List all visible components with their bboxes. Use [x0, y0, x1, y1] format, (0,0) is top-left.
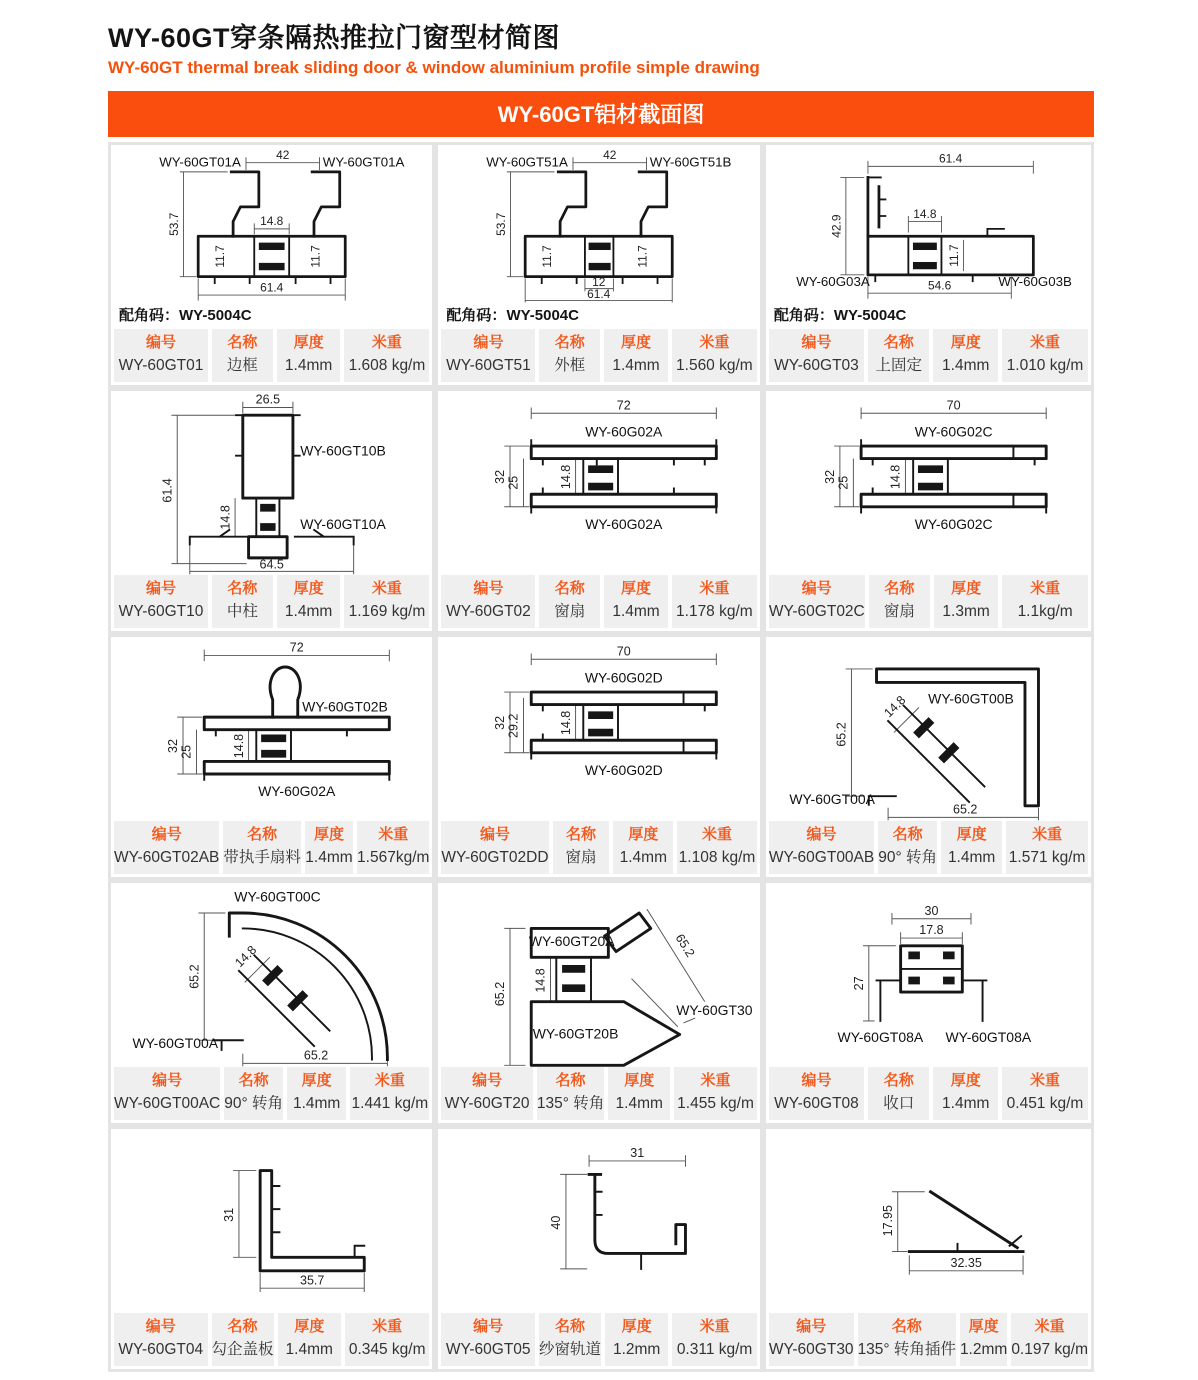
- spec-table: [114, 575, 429, 628]
- header-code: 编号: [152, 1072, 183, 1090]
- dim-text: 14.8: [260, 214, 284, 229]
- profile-shape: [260, 1171, 364, 1271]
- profile-card: [766, 391, 1091, 631]
- header-code: 编号: [151, 826, 182, 844]
- part-label: WY-60G02D: [585, 761, 664, 778]
- header-weight: 米重: [700, 1072, 731, 1090]
- header-thickness: 厚度: [624, 1072, 655, 1090]
- dim-text: 32: [493, 469, 508, 484]
- header-name: 名称: [883, 334, 914, 352]
- dim-text: 70: [946, 398, 961, 413]
- dim-text: 32.35: [950, 1255, 982, 1270]
- value-code: WY-60GT01: [118, 356, 204, 374]
- profile-card: [438, 883, 759, 1123]
- part-label: WY-60GT02B: [302, 698, 388, 715]
- dim-text: 61.4: [260, 280, 284, 295]
- header-name: 名称: [565, 826, 596, 844]
- profile-card: [111, 637, 432, 877]
- value-thickness: 1.4mm: [947, 848, 996, 866]
- value-weight: 1.1kg/m: [1017, 602, 1073, 620]
- corner-code-line: [441, 304, 756, 329]
- part-label: WY-60GT51B: [650, 154, 732, 170]
- dim-text: 14.8: [913, 206, 937, 221]
- value-thickness: 1.2mm: [959, 1340, 1008, 1358]
- dim-text: 72: [289, 640, 304, 655]
- part-label: WY-60GT20B: [533, 1025, 619, 1042]
- header-weight: 米重: [371, 334, 402, 352]
- part-label: WY-60GT20A: [529, 932, 615, 949]
- spec-table: [769, 329, 1088, 382]
- header-thickness: 厚度: [621, 334, 652, 352]
- dim-text: 42: [603, 148, 617, 163]
- profile-card: [111, 1129, 432, 1369]
- dim-text: 54.6: [927, 278, 952, 293]
- value-weight: 1.010 kg/m: [1006, 356, 1084, 374]
- value-name: 90° 转角: [224, 1094, 283, 1112]
- dim-text: 29.2: [507, 713, 522, 738]
- value-thickness: 1.2mm: [612, 1340, 661, 1358]
- profile-card: [766, 883, 1091, 1123]
- header-thickness: 厚度: [313, 826, 344, 844]
- dim-text: 61.4: [938, 151, 963, 166]
- value-thickness: 1.4mm: [305, 848, 353, 866]
- value-thickness: 1.4mm: [284, 602, 333, 620]
- corner-code-label: 配角码：: [773, 307, 834, 325]
- profile-card: [438, 1129, 759, 1369]
- dim-text: 31: [630, 1146, 645, 1161]
- dim-text: 42.9: [829, 214, 844, 238]
- value-weight: 1.178 kg/m: [676, 602, 753, 620]
- value-name: 勾企盖板: [211, 1340, 274, 1358]
- dim-text: 35.7: [300, 1273, 325, 1288]
- header-thickness: 厚度: [294, 1318, 325, 1336]
- value-name: 窗扇: [883, 602, 915, 620]
- part-label: WY-60GT01A: [159, 154, 241, 170]
- header-name: 名称: [227, 1318, 258, 1336]
- dimension-lines: [198, 913, 387, 1066]
- part-label: WY-60GT00A: [789, 790, 875, 807]
- value-weight: 1.560 kg/m: [676, 356, 753, 374]
- value-code: WY-60GT08: [774, 1094, 859, 1112]
- dim-text: 53.7: [166, 212, 181, 236]
- corner-code-value: WY-5004C: [506, 307, 579, 325]
- spec-table: [769, 821, 1088, 874]
- header-code: 编号: [473, 580, 504, 598]
- dim-text: 14.8: [559, 710, 574, 736]
- profile-drawing: [769, 886, 1088, 1067]
- dim-text: 42: [276, 148, 290, 163]
- header-name: 名称: [884, 580, 915, 598]
- header-code: 编号: [796, 1318, 827, 1336]
- dim-text: 11.7: [946, 244, 961, 267]
- header-code: 编号: [479, 826, 510, 844]
- spec-table: [441, 575, 756, 628]
- header-code: 编号: [806, 826, 837, 844]
- spec-table: [769, 575, 1088, 628]
- profile-card: [111, 883, 432, 1123]
- part-label: WY-60G02A: [585, 515, 663, 532]
- value-thickness: 1.4mm: [612, 602, 660, 620]
- spec-table: [441, 821, 756, 874]
- value-thickness: 1.4mm: [942, 1094, 990, 1112]
- part-label: WY-60GT01A: [322, 154, 405, 170]
- dim-text: 65.2: [952, 802, 978, 817]
- header-thickness: 厚度: [968, 1318, 999, 1336]
- dimension-lines: [863, 913, 971, 1021]
- dim-text: 25: [507, 475, 522, 490]
- value-name: 窗扇: [565, 848, 597, 866]
- header-code: 编号: [473, 334, 504, 352]
- dim-text: 65.2: [303, 1048, 329, 1063]
- dim-text: 32: [493, 715, 508, 730]
- profile-card: [766, 1129, 1091, 1369]
- dim-text: 14.8: [881, 693, 909, 721]
- value-name: 90° 转角: [878, 848, 937, 866]
- value-code: WY-60GT51: [446, 356, 531, 374]
- spec-table: [441, 329, 756, 382]
- header-name: 名称: [554, 1318, 585, 1336]
- value-code: WY-60GT30: [768, 1340, 854, 1358]
- corner-code-label: 配角码：: [119, 307, 180, 325]
- value-code: WY-60GT00AC: [114, 1094, 221, 1112]
- part-label: WY-60G02C: [914, 423, 993, 440]
- profile-shape: [589, 1174, 685, 1268]
- dim-text: 72: [617, 398, 632, 413]
- value-weight: 0.311 kg/m: [676, 1340, 753, 1358]
- dim-text: 14.8: [218, 505, 233, 530]
- dim-text: 65.2: [834, 722, 849, 747]
- profile-drawing: [769, 148, 1088, 304]
- value-code: WY-60GT04: [118, 1340, 204, 1358]
- dim-text: 17.95: [880, 1205, 895, 1237]
- value-weight: 1.441 kg/m: [351, 1094, 429, 1112]
- part-label: WY-60GT00C: [234, 888, 321, 905]
- part-label: WY-60G03A: [796, 273, 870, 289]
- dim-text: 14.8: [559, 464, 574, 490]
- header-name: 名称: [883, 1072, 914, 1090]
- header-weight: 米重: [1032, 826, 1063, 844]
- header-thickness: 厚度: [950, 1072, 981, 1090]
- value-weight: 0.451 kg/m: [1006, 1094, 1084, 1112]
- dim-text: 11.7: [635, 245, 650, 268]
- dim-text: 25: [179, 744, 194, 759]
- part-label: WY-60GT30: [676, 1002, 753, 1019]
- spec-table: [114, 329, 429, 382]
- profile-grid: [108, 142, 1094, 1372]
- value-name: 收口: [883, 1094, 915, 1112]
- dim-text: 25: [836, 475, 851, 490]
- header-weight: 米重: [702, 826, 733, 844]
- spec-table: [769, 1067, 1088, 1120]
- dim-text: 14.8: [888, 464, 903, 490]
- dimension-lines: [507, 157, 672, 302]
- value-code: WY-60GT00AB: [768, 848, 875, 866]
- value-thickness: 1.4mm: [619, 848, 667, 866]
- part-label: WY-60G02D: [585, 669, 664, 686]
- dimension-lines: [180, 157, 345, 300]
- profile-shape: [869, 669, 1039, 806]
- value-name: 窗扇: [554, 602, 586, 620]
- profile-drawing: [441, 1132, 756, 1313]
- dim-text: 11.7: [540, 245, 555, 268]
- dim-text: 11.7: [212, 245, 227, 268]
- value-weight: 1.608 kg/m: [348, 356, 426, 374]
- part-label: WY-60GT00B: [928, 690, 1014, 707]
- spec-table: [114, 1067, 429, 1120]
- value-code: WY-60GT20: [444, 1094, 530, 1112]
- part-label: WY-60G02C: [914, 515, 993, 532]
- profile-shape: [190, 415, 354, 558]
- value-code: WY-60GT10: [118, 602, 204, 620]
- value-weight: 1.571 kg/m: [1008, 848, 1086, 866]
- header-name: 名称: [892, 826, 923, 844]
- part-label: WY-60G03B: [998, 273, 1072, 289]
- value-name: 带执手扇料: [223, 848, 301, 866]
- dimension-lines: [505, 407, 717, 506]
- header-weight: 米重: [378, 826, 409, 844]
- profile-shape: [214, 913, 388, 1060]
- value-code: WY-60GT05: [445, 1340, 531, 1358]
- value-name: 中柱: [226, 602, 258, 620]
- value-thickness: 1.4mm: [284, 356, 333, 374]
- header-weight: 米重: [1030, 580, 1061, 598]
- value-weight: 1.169 kg/m: [348, 602, 426, 620]
- dim-text: 65.2: [673, 931, 698, 960]
- header-code: 编号: [472, 1072, 503, 1090]
- dim-text: 26.5: [255, 394, 281, 407]
- part-label: WY-60GT51A: [486, 154, 569, 170]
- header-name: 名称: [891, 1318, 922, 1336]
- page-title: WY-60GT穿条隔热推拉门窗型材简图: [108, 23, 561, 53]
- profile-card: [766, 637, 1091, 877]
- value-name: 上固定: [875, 356, 923, 374]
- dimension-lines: [171, 402, 353, 575]
- value-weight: 0.345 kg/m: [348, 1340, 426, 1358]
- header-weight: 米重: [372, 1318, 403, 1336]
- corner-code-line: [769, 304, 1088, 329]
- header-name: 名称: [247, 826, 278, 844]
- profile-drawing: [441, 394, 756, 575]
- header-code: 编号: [146, 580, 177, 598]
- value-code: WY-60GT02: [446, 602, 531, 620]
- value-name: 外框: [554, 356, 586, 374]
- header-name: 名称: [555, 1072, 586, 1090]
- dim-text: 12: [592, 274, 606, 289]
- header-thickness: 厚度: [628, 826, 659, 844]
- profile-drawing: [441, 640, 756, 821]
- dim-text: 14.8: [231, 733, 246, 759]
- value-thickness: 1.4mm: [612, 356, 660, 374]
- part-label: WY-60GT00A: [132, 1034, 219, 1051]
- header-name: 名称: [238, 1072, 269, 1090]
- header-thickness: 厚度: [621, 1318, 652, 1336]
- corner-code-label: 配角码：: [446, 307, 507, 325]
- profile-card: [111, 145, 432, 385]
- header-weight: 米重: [1034, 1318, 1065, 1336]
- profile-drawing: [441, 148, 756, 304]
- spec-table: [441, 1313, 756, 1366]
- header-name: 名称: [227, 580, 258, 598]
- header-thickness: 厚度: [621, 580, 652, 598]
- value-weight: 0.197 kg/m: [1011, 1340, 1088, 1358]
- header-thickness: 厚度: [956, 826, 987, 844]
- spec-table: [114, 1313, 429, 1366]
- header-code: 编号: [146, 334, 177, 352]
- header-weight: 米重: [699, 334, 730, 352]
- header-code: 编号: [801, 580, 832, 598]
- header-thickness: 厚度: [301, 1072, 332, 1090]
- dim-text: 11.7: [308, 245, 323, 268]
- dim-text: 53.7: [494, 212, 509, 236]
- profile-card: [438, 145, 759, 385]
- spec-table: [114, 821, 429, 874]
- header-weight: 米重: [371, 580, 402, 598]
- value-weight: 1.567kg/m: [357, 848, 430, 866]
- header-weight: 米重: [374, 1072, 405, 1090]
- part-label: WY-60GT10B: [300, 442, 386, 459]
- profile-card: [438, 391, 759, 631]
- profile-card: [438, 637, 759, 877]
- header-weight: 米重: [1029, 1072, 1060, 1090]
- spec-table: [769, 1313, 1088, 1366]
- dim-text: 30: [924, 903, 939, 918]
- dim-text: 32: [822, 469, 837, 484]
- profile-drawing: [769, 640, 1088, 821]
- dim-text: 27: [851, 976, 866, 991]
- value-name: 135° 转角插件: [857, 1340, 956, 1358]
- part-label: WY-60GT08A: [945, 1029, 1032, 1046]
- value-name: 边框: [226, 356, 258, 374]
- header-thickness: 厚度: [951, 580, 982, 598]
- part-label: WY-60GT08A: [837, 1029, 924, 1046]
- value-name: 纱窗轨道: [538, 1340, 601, 1358]
- corner-code-line: [114, 304, 429, 329]
- header-code: 编号: [145, 1318, 176, 1336]
- profile-drawing: [769, 1132, 1088, 1313]
- value-code: WY-60GT02DD: [441, 848, 549, 866]
- corner-code-value: WY-5004C: [179, 307, 252, 325]
- page-subtitle: WY-60GT thermal break sliding door & window aluminium profile simple drawing: [108, 58, 760, 77]
- dim-text: 61.4: [160, 478, 175, 503]
- header-name: 名称: [554, 334, 585, 352]
- value-code: WY-60GT03: [774, 356, 859, 374]
- profile-drawing: [114, 1132, 429, 1313]
- header-code: 编号: [801, 1072, 832, 1090]
- dim-text: 32: [166, 739, 181, 754]
- header-weight: 米重: [1029, 334, 1060, 352]
- dim-text: 40: [549, 1215, 564, 1230]
- dim-text: 70: [617, 644, 632, 659]
- profile-shape: [876, 946, 986, 1021]
- header-name: 名称: [227, 334, 258, 352]
- dim-text: 65.2: [187, 964, 202, 989]
- value-thickness: 1.3mm: [942, 602, 990, 620]
- profile-drawing: [114, 886, 429, 1067]
- dimension-lines: [233, 1171, 364, 1292]
- header-weight: 米重: [699, 580, 730, 598]
- value-weight: 1.108 kg/m: [678, 848, 756, 866]
- dim-text: 14.8: [534, 968, 549, 993]
- value-name: 135° 转角: [536, 1094, 605, 1112]
- value-thickness: 1.4mm: [942, 356, 990, 374]
- profile-drawing: [769, 394, 1088, 575]
- profile-shape: [204, 667, 389, 780]
- header-code: 编号: [473, 1318, 504, 1336]
- corner-code-value: WY-5004C: [833, 307, 907, 325]
- header-thickness: 厚度: [293, 334, 324, 352]
- profile-card: [111, 391, 432, 631]
- dim-text: 61.4: [587, 286, 611, 301]
- profile-drawing: [114, 148, 429, 304]
- dim-text: 64.5: [259, 557, 284, 572]
- part-label: WY-60GT10A: [300, 515, 386, 532]
- value-code: WY-60GT02C: [768, 602, 865, 620]
- profile-card: [766, 145, 1091, 385]
- dimension-lines: [561, 1155, 686, 1269]
- header-code: 编号: [801, 334, 832, 352]
- value-thickness: 1.4mm: [285, 1340, 333, 1358]
- dim-text: 14.8: [232, 942, 260, 970]
- header-name: 名称: [554, 580, 585, 598]
- profile-drawing: [441, 886, 756, 1067]
- dim-text: 17.8: [919, 923, 944, 938]
- dim-text: 31: [222, 1207, 237, 1222]
- profile-drawing: [114, 640, 429, 821]
- value-thickness: 1.4mm: [615, 1094, 663, 1112]
- header-weight: 米重: [699, 1318, 730, 1336]
- header-thickness: 厚度: [293, 580, 324, 598]
- section-banner: WY-60GT铝材截面图: [108, 91, 1094, 137]
- header-thickness: 厚度: [950, 334, 981, 352]
- part-label: WY-60G02A: [585, 423, 663, 440]
- dim-text: 65.2: [493, 981, 508, 1007]
- part-label: WY-60G02A: [258, 783, 336, 800]
- profile-shape: [909, 1192, 1023, 1252]
- spec-table: [441, 1067, 756, 1120]
- value-thickness: 1.4mm: [292, 1094, 341, 1112]
- value-weight: 1.455 kg/m: [677, 1094, 754, 1112]
- value-code: WY-60GT02AB: [114, 848, 220, 866]
- profile-drawing: [114, 394, 429, 575]
